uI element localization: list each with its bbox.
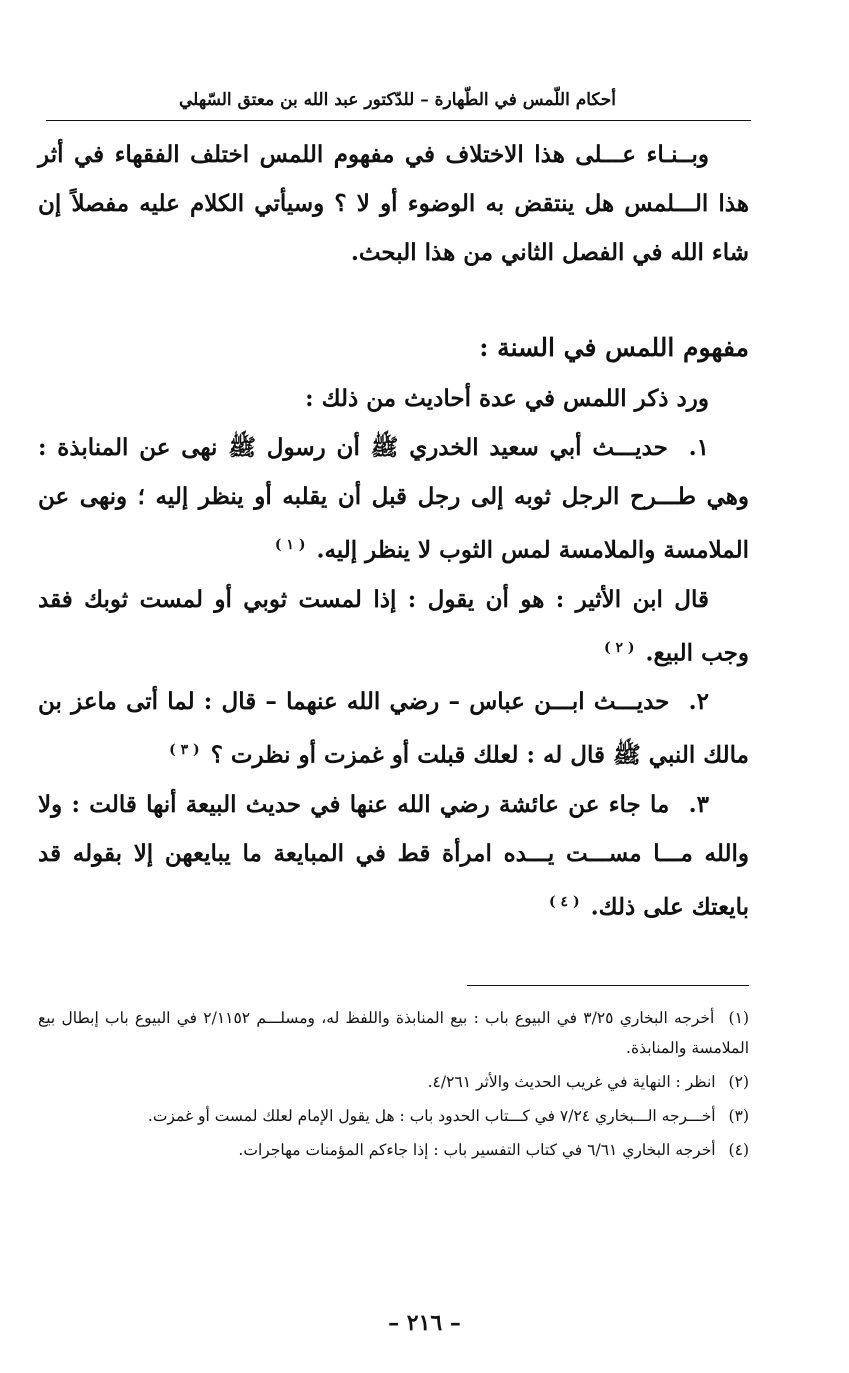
running-header: أحكام اللّمس في الطّهارة – للدّكتور عبد الله بن معتق السّهلي <box>178 90 617 110</box>
item-number: ٣. <box>688 790 709 818</box>
footnote-reference[interactable]: ( ٤ ) <box>549 893 580 910</box>
item-text: حديـــث ابـــن عباس – رضي الله عنهما – قال : لما أتى ماعز بن مالك النبي ﷺ قال له : لعلك قبلت أو غمزت أو نظرت ؟ <box>38 688 749 769</box>
hadith-item-3 <box>38 780 749 932</box>
footnote-reference[interactable]: ( ١ ) <box>274 537 306 553</box>
footnotes <box>38 1003 749 1169</box>
hadith-item-1 <box>38 423 749 575</box>
ibn-athir-note <box>38 575 749 678</box>
intro-paragraph: وبــنـاء عـــلى هذا الاختلاف في مفهوم اللمس اختلف الفقهاء في أثر هذا الـــلمس هل ينتقض به الوضوء أو لا ؟ وسيأتي الكلام عليه مفصلاً إن شاء الله في الفصل الثاني من هذا البحث. <box>38 141 749 266</box>
section-heading: مفهوم اللمس في السنة : <box>479 333 749 362</box>
footnote-number: (١) <box>728 1009 749 1027</box>
item-number: ٢. <box>688 688 709 716</box>
footnote-text: انظر : النهاية في غريب الحديث والأثر ٤/٢٦١. <box>427 1073 716 1091</box>
footnote-1 <box>38 1003 749 1063</box>
page-number: – ٢١٦ – <box>388 1310 461 1336</box>
footnote-number: (٣) <box>728 1107 749 1125</box>
footnote-reference[interactable]: ( ٣ ) <box>169 742 200 759</box>
footnote-number: (٤) <box>728 1141 749 1159</box>
header-divider <box>46 120 751 121</box>
section-intro: ورد ذكر اللمس في عدة أحاديث من ذلك : <box>305 385 709 412</box>
footnote-2 <box>38 1067 749 1097</box>
footnote-reference[interactable]: ( ٢ ) <box>604 639 635 656</box>
footnote-text: أخرجه البخاري ٣/٢٥ في البيوع باب : بيع المنابذة واللفظ له، ومسلـــم ٢/١١٥٢ في البيوع باب إبطال بيع الملامسة والمنابذة. <box>38 1009 749 1057</box>
item-text: قال ابن الأثير : هو أن يقول : إذا لمست ثوبي أو لمست ثوبك فقد وجب البيع. <box>38 585 749 667</box>
item-text: ما جاء عن عائشة رضي الله عنها في حديث البيعة أنها قالت : ولا والله مـــا مســـت يـــده امرأة قط في المبايعة ما يبايعهن إلا بقوله قد بايعتك على ذلك. <box>38 790 749 921</box>
footnote-divider <box>467 985 749 986</box>
main-text <box>38 130 749 932</box>
footnote-4 <box>38 1135 749 1165</box>
item-text: حديـــث أبي سعيد الخدري ﷺ أن رسول ﷺ نهى عن المنابذة : وهي طـــرح الرجل ثوبه إلى رجل قبل أن يقلبه أو ينظر إليه ؛ ونهى عن الملامسة والملامسة لمس الثوب لا ينظر إليه. <box>38 434 749 564</box>
hadith-item-2 <box>38 677 749 780</box>
footnote-text: أخـــرجه الـــبخاري ٧/٢٤ في كـــتاب الحدود باب : هل يقول الإمام لعلك لمست أو غمزت. <box>147 1107 716 1125</box>
item-number: ١. <box>688 434 709 461</box>
footnote-text: أخرجه البخاري ٦/٦١ في كتاب التفسير باب : إذا جاءكم المؤمنات مهاجرات. <box>238 1141 716 1159</box>
footnote-3 <box>38 1101 749 1131</box>
footnote-number: (٢) <box>728 1073 749 1091</box>
